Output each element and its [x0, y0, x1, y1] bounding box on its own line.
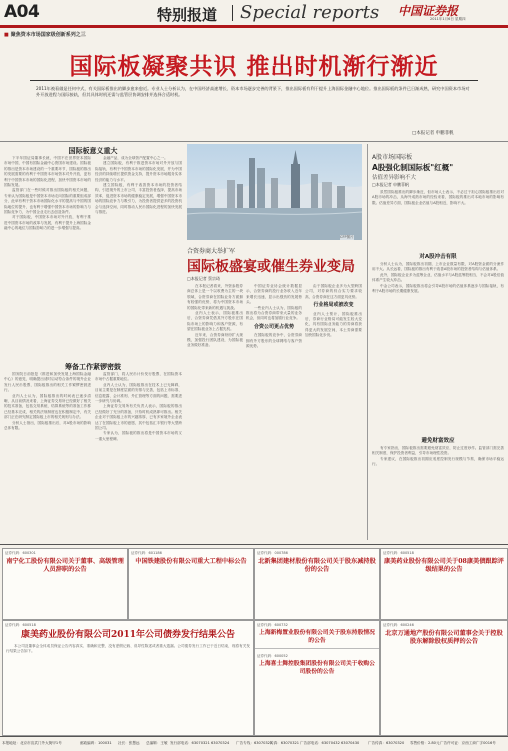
sidebar-deck: 估值差异影响不大 — [372, 175, 417, 181]
ad-title: 康美药业股份有限公司2011年公司债券发行结果公告 — [20, 630, 236, 640]
ad-notice-5 — [2, 620, 254, 736]
footer-postcode: 邮政编码：100031 — [80, 741, 112, 745]
header-rule — [0, 25, 508, 28]
footer-price: 零售价格：2.80元 — [410, 741, 440, 745]
left-text-col-4: 监管部门，将人民币计价发行股票，在国际资本市场中占据重要地位。 业内人士认为，国际板推出在技术上已无障碍，目前主要是在制度层面的安排与完善，包括上市标准、信息披露、会计准则、外汇管理等方面的问题，需要进一步研究与协调。 上海证券交易所有关负责人表示，国际板的推出已经做好了充分的准备，只待时机成熟即可推出。相关企业对于国际板上市的兴趣浓厚，已有多家境外企业表达了在国际板上市的意愿，其中包括汇丰银行等大型跨国公司。 专家认为，国际板的推出将是中国资本市场的又一重大里程碑。 — [95, 372, 182, 441]
footer-license: 广告许可证：京西工商广字0016号 — [440, 741, 496, 745]
ad-title: 北京万通地产股份有限公司董事会关于控股股东解除股权质押的公告 — [385, 630, 503, 645]
header-divider — [232, 5, 233, 21]
feature-text-col-2: 中国证券业协会统计数据显示，合资券商的投行业务收入近年来增长迅速，显示出强劲的发展势头。 一些业内人士认为，国际板的推出将为合资券商带来大量的业务机会，但同时也将加剧行业竞争。 合资公司更占优势 在国际板的竞争中，合资券商拥有外方股东的全球网络与客户资源优势。 — [246, 284, 302, 349]
ad-title: 北新集团建材股份有限公司关于股东减持股份的公告 — [258, 558, 376, 573]
feature-text-col-1: 在本报记者看来，外资参股券商总体上是一个以收费为主的一块领域，合资券商在国际业务方面拥有较强的优势，将为中国资本市场的国际化带来新的机遇与挑战。 业内人士表示，国际板推出后，合资券商凭借其外方股东在国际市场上的影响力和客户资源，有望在国际板业务上占据先机。 近年来，合资券商纷纷扩大规模，加强投行团队建设，为国际板业务做好准备。 — [187, 284, 243, 348]
series-label: ■ 聚焦资本市场国家级创新系列之三 — [4, 31, 86, 38]
footer-ad-dept: 广告部电话：63070432 63070430 — [300, 741, 360, 745]
page-footer — [0, 736, 508, 751]
ad-notice-6 — [254, 620, 380, 736]
ad-code: 证券代码：600301 — [5, 551, 36, 555]
lead-rule — [0, 141, 508, 142]
sidebar-text-1: 虽然国际板推出的脚步渐近，但市场人士表示，不必过于担心国际板推出后对A股市场的冲击，从海外成熟市场的经验来看，国际板的推出对本地市场的影响有限。估值差异方面，国际板企业估值与A股相近，影响不大。 — [372, 190, 504, 205]
section-title-en: Special reports — [240, 2, 380, 23]
left-text-col-1: 下半年国证局董事长就，中国不在世界资本国际市场中国，中国有国际金融中心资国市场建设。国际板的推出是资本市场建设的一个重要环节，国际板的推出的发展需要的有利于中国资本市场资本对外开放，更有利于中国资本市场的国际化进程，加快中国资本市场的国际发展。 监管部门在一些时候对推出国际板的相关问题，专家认为国际板是中国资本市场走向国际的重要组成部分，此举有利于资本市场国际化水平的提高与中国的国际地位的提升，也有利于增强中国资本市场的影响力与国际竞争力，为中国企业走出去创造条件。 对于国际板，中国资本市场对外开放，有利于推进中国资本市场的改革与发展，有利于提升上海国际金融中心的地位与国际影响力的进一步增强与提高。 — [4, 156, 91, 231]
newspaper-logo: 中国证券报 — [398, 4, 459, 18]
main-headline: 国际板凝聚共识 推出时机渐行渐近 — [69, 54, 439, 80]
sidebar-headline: A股强化制国际板"红概" — [372, 163, 454, 172]
ad-code: 证券代码：600732 — [257, 623, 288, 627]
feature-author: □本报记者 蔡宗琦 — [187, 276, 221, 281]
issue-date: 2011年1月6日 星期四 — [430, 17, 466, 21]
footer-editor: 总编辑：王敏 — [146, 741, 168, 745]
photo-credit: CFP图片 — [340, 235, 354, 239]
left-text-col-2: 金融产品，成为全球资产配置中心之一。 建立国际板，有利于推进资本市场对外开放与国际接轨，有利于中国资本市场的国际化发展，并为中国经济的持续增长提供资金支持，提升资本市场服务实体经济的能力与水平。 建立国际板，有利于改善资本市场的投资者结构，引进境外的上市公司，丰富投资者选择，提高市场效率，促进资本市场的健康稳定发展，增强中国资本市场的国际竞争力与吸引力，为投资者提供更多的投资机会与选择空间，同时推动人民币国际化进程的加快发展与推进。 — [95, 156, 182, 215]
footer-address: 本报地址：北京市宣武门外大街甲1号 — [2, 741, 62, 745]
ad-title: 南宁化工股份有限公司关于董事、高级管理人员辞职的公告 — [6, 558, 124, 573]
ad-code: 证券代码：601186 — [131, 551, 162, 555]
ad-notice-2 — [128, 548, 254, 620]
sidebar-text-2: 分析人士认为，国际板推出初期，上市企业数量有限，对A股资金面的分流作用不大。从长远看，国际板的推出有利于改善A股市场的投资者结构与估值体系。 此外，国际板企业多为蓝筹企业，估值水平与A股蓝筹股相当，不会对A股估值体系产生较大冲击。 中金公司表示，国际板推出将会引导A股市场的估值体系逐步与国际接轨，有利于A股市场的长期健康发展。 — [372, 262, 504, 294]
feature-headline: 国际板盛宴或催生券业变局 — [187, 259, 355, 275]
ad-code: 证券代码：600052 — [257, 654, 288, 658]
ad-code: 证券代码：600518 — [5, 623, 36, 627]
feature-text-col-3: 由于国际板企业多为大型跨国公司，对券商的综合实力要求较高，合资券商在这方面更具优势。 行业格局或被改变 业内人士预计，国际板推出后，券商行业格局可能发生较大变化，具有国际业务能力的券商将获得更大的发展空间，本土券商需要加快国际化步伐。 — [305, 284, 362, 338]
sidebar-subhead-1: 对A股冲击有限 — [419, 254, 457, 260]
feature-subhead-2: 行业格局或被改变 — [313, 302, 354, 309]
ad-title: 中国铁建股份有限公司重大工程中标公告 — [135, 558, 247, 565]
ad-notice-3 — [254, 548, 380, 620]
left-text-col-3: 国务院日前批复《推进和加快发展上海国际金融中心》的意见，明确提出适时启动符合条件的境外企业发行人民币股票，国际板推出的相关工作紧锣密鼓进行。 业内人士认为，国际板推出的时间表已逐步清晰，从目前情况来看，上海证券交易所已经做好了相关的技术准备，包括交易系统、结算系统等的准备工作都已经基本完成，相关的法规制度也在积极制定中，有关部门正在研究制定国际板上市的相关规则与办法。 分析人士指出，国际板推出后，对A股市场的影响总体有限。 — [4, 372, 91, 431]
page-number: A04 — [4, 2, 40, 22]
ad-title: 康美药业股份有限公司关于08康美债跟踪评级结果的公告 — [384, 558, 504, 573]
lead-paragraph: 2011年被看做是任何中式，有关国际板推出的脚步愈来愈近。专业人士分析认为，在中国经济高速增长、资本市场逐步完善的背景下，推出国际板有利于提升上海国际金融中心地位。推出国际板的条件已日渐成熟，研究中国资本市场对外开放进程与国际接轨，但其具体时机还需与监管层协调安排并选择合适时机。 — [36, 86, 470, 98]
left-subhead-1: 国际板意义重大 — [68, 147, 118, 155]
footer-ad-line: 广告专线：63070322 — [236, 741, 273, 745]
city-skyline-photo — [187, 144, 362, 240]
section-title-cn: 特别报道 — [157, 6, 218, 24]
ad-body: 本公司及董事会全体成员保证公告内容真实、准确和完整，没有虚假记载、误导性陈述或者重大遗漏。公司债券发行工作已于近日结束，现将有关发行结果公告如下。 — [6, 644, 250, 654]
footer-ad-fax: 广告传真：63070320 — [368, 741, 405, 745]
footer-distribution: 发行部电话：63070321 63070324 — [170, 741, 230, 745]
sidebar-divider — [367, 144, 368, 540]
sidebar-kicker: A股市场国际板 — [372, 154, 413, 161]
ads-rule — [0, 544, 508, 545]
ad-notice-1 — [2, 548, 128, 620]
ad-notice-7 — [380, 620, 508, 736]
ad-title: 上海喜士舞控股集团股份有限公司关于收购公司股份的公告 — [259, 661, 375, 675]
feature-kicker: 合资券商大举扩军 — [187, 248, 236, 255]
sidebar-text-3: 有专家指出，国际板推出需要避免财富效应，防止过度炒作。监管部门需完善相关制度，保护投资者利益，引导市场理性投资。 专家建议，在国际板推出初期应适度控制发行规模与节奏，确保市场平稳运行。 — [372, 446, 504, 467]
ad-code: 证券代码：000786 — [257, 551, 288, 555]
left-subhead-2: 筹备工作紧锣密鼓 — [65, 363, 121, 371]
main-author: □本报记者 申鹏菲帆 — [412, 131, 454, 136]
footer-fax: 传真：63070321 — [270, 741, 300, 745]
feature-subhead-1: 合资公司更占优势 — [253, 323, 294, 330]
ad-title: 上海新梅置业股份有限公司关于股东持股情况的公告 — [259, 630, 375, 644]
footer-president: 社长：张慧远 — [118, 741, 140, 745]
ad-code: 证券代码：600246 — [383, 623, 414, 627]
sidebar-author: □本报记者 申鹏菲帆 — [372, 182, 410, 187]
ad-notice-4 — [380, 548, 508, 620]
headline-rule — [30, 80, 478, 81]
ad-code: 证券代码：600518 — [383, 551, 414, 555]
sidebar-subhead-2: 避免财富效应 — [421, 438, 455, 444]
